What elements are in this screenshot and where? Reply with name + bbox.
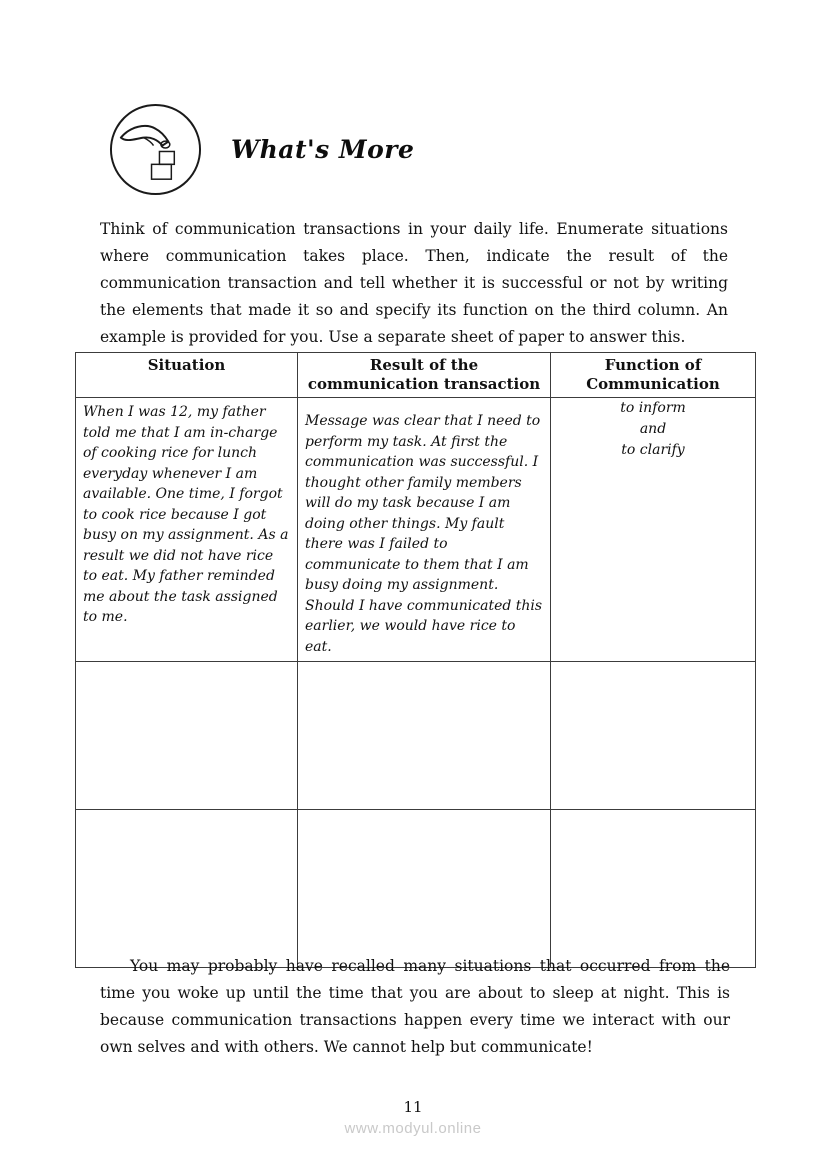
function-line: to clarify [621, 442, 685, 458]
situation-cell: When I was 12, my father told me that I am in-charge of cooking rice for lunch everyday whenever I am available. One time, I forgot to cook rice because I got busy on my assignment. As a result we did not have rice to eat. My father reminded me about the task assigned to me. [76, 398, 298, 662]
function-answer-cell [551, 662, 756, 810]
answer-row [76, 662, 756, 810]
situation-answer-cell [76, 662, 298, 810]
function-line: to inform [620, 400, 686, 416]
col-header-function: Function of Communication [551, 353, 756, 398]
example-row [76, 398, 756, 662]
closing-paragraph: You may probably have recalled many situations that occurred from the time you woke up until the time that you are about to sleep at night. This is because communication transactions happen every time we interact with our own selves and with others. We cannot help but communicate! [100, 957, 730, 1056]
col-header-situation: Situation [76, 353, 298, 398]
page-number: 11 [403, 1098, 423, 1116]
col-header-result: Result of the communication transaction [298, 353, 551, 398]
watermark: www.modyul.online [344, 1120, 482, 1137]
result-answer-cell [298, 662, 551, 810]
hand-stacking-blocks-icon [108, 102, 203, 197]
function-line: and [639, 421, 667, 437]
communication-worksheet-table [75, 352, 756, 968]
function-answer-cell [551, 810, 756, 968]
result-answer-cell [298, 810, 551, 968]
situation-answer-cell [76, 810, 298, 968]
section-header [108, 102, 414, 197]
table-header-row [76, 353, 756, 398]
function-cell [551, 398, 756, 662]
answer-row [76, 810, 756, 968]
intro-paragraph: Think of communication transactions in your daily life. Enumerate situations where communication takes place. Then, indicate the result of the communication transaction and tell whether it is successful or not by writing the elements that made it so and specify its function on the third column. An example is provided for you. Use a separate sheet of paper to answer this. [100, 220, 728, 346]
result-cell: Message was clear that I need to perform my task. At first the communication was successful. I thought other family members will do my task because I am doing other things. My fault there was I failed to communicate to them that I am busy doing my assignment. Should I have communicated this earlier, we would have rice to eat. [298, 398, 551, 662]
section-title: What's More [231, 135, 415, 164]
